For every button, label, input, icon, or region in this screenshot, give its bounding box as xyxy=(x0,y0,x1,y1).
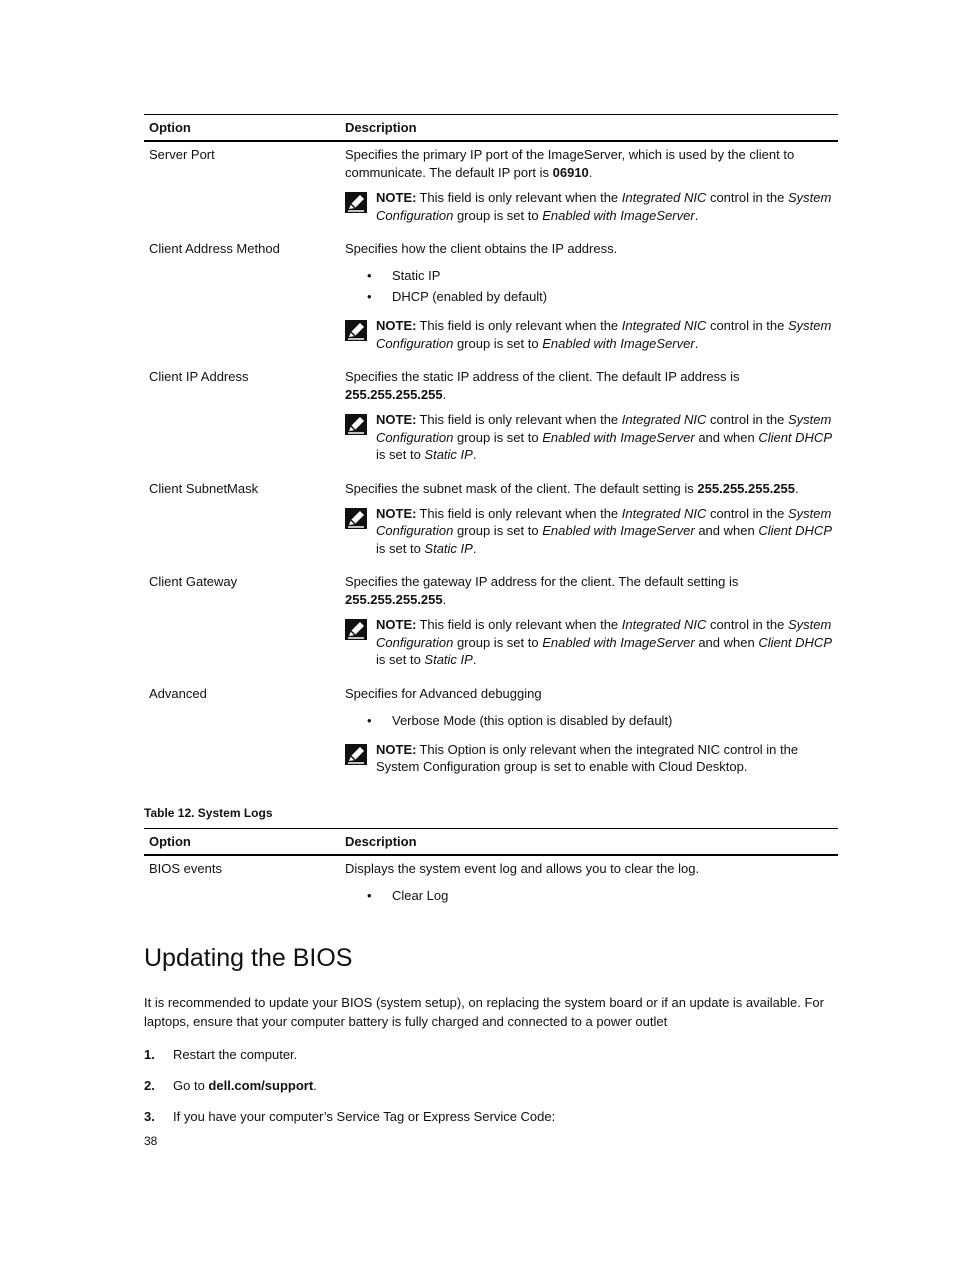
note-text: NOTE: This field is only relevant when the Integrated NIC control in the System Configuration group is set to Enabled with ImageServer. xyxy=(376,190,832,223)
description-text: Specifies the primary IP port of the ImageServer, which is used by the client to communicate. The default IP port is 06910. xyxy=(345,147,795,180)
option-description xyxy=(340,855,838,922)
page-number: 38 xyxy=(144,1134,158,1148)
table-row xyxy=(144,476,838,570)
note-block xyxy=(345,317,833,352)
list-item: • DHCP (enabled by default) xyxy=(367,289,548,304)
support-link[interactable]: dell.com/support xyxy=(208,1077,314,1093)
option-name: Client Address Method xyxy=(149,241,280,256)
option-name: Client IP Address xyxy=(149,369,249,384)
options-table xyxy=(144,114,838,788)
option-description xyxy=(340,681,838,788)
table-header-row xyxy=(144,828,838,855)
note-pencil-icon xyxy=(345,616,376,645)
list-item: • Static IP xyxy=(367,268,441,283)
description-text: Specifies the subnet mask of the client. The default setting is 255.255.255.255. xyxy=(345,480,799,496)
note-text: NOTE: This field is only relevant when the Integrated NIC control in the System Configuration group is set to Enabled with ImageServer and when Client DHCP is set to Static IP. xyxy=(376,617,832,667)
option-name: BIOS events xyxy=(149,860,222,876)
description-text: Specifies the gateway IP address for the client. The default setting is 255.255.255.255. xyxy=(345,574,739,607)
section-heading: Updating the BIOS xyxy=(144,943,353,972)
header-option: Option xyxy=(144,828,340,855)
step-item: 1. Restart the computer. xyxy=(144,1046,298,1062)
note-block xyxy=(345,411,833,464)
header-description: Description xyxy=(340,115,838,142)
step-item: 3. If you have your computer’s Service Tag or Express Service Code: xyxy=(144,1108,556,1124)
note-text: NOTE: This field is only relevant when the Integrated NIC control in the System Configuration group is set to Enabled with ImageServer and when Client DHCP is set to Static IP. xyxy=(376,505,832,556)
description-text: Specifies for Advanced debugging xyxy=(345,685,542,701)
description-text: Specifies the static IP address of the client. The default IP address is 255.255.255.255. xyxy=(345,369,740,402)
bullet-list xyxy=(367,885,833,906)
list-item: • Verbose Mode (this option is disabled by default) xyxy=(367,712,673,728)
page-content xyxy=(144,114,838,1138)
bullet-list xyxy=(367,265,833,307)
note-pencil-icon xyxy=(345,189,376,218)
table-row xyxy=(144,236,838,364)
table-row xyxy=(144,364,838,476)
note-pencil-icon xyxy=(345,505,376,534)
system-logs-table xyxy=(144,828,838,922)
note-pencil-icon xyxy=(345,741,376,770)
table-row xyxy=(144,855,838,922)
option-description xyxy=(340,364,838,476)
note-pencil-icon xyxy=(345,317,376,346)
table-caption: Table 12. System Logs xyxy=(144,805,273,820)
header-description: Description xyxy=(340,828,838,855)
table-row xyxy=(144,141,838,236)
intro-paragraph: It is recommended to update your BIOS (system setup), on replacing the system board or if an update is available. For laptops, ensure that your computer battery is fully charged and connected to a power outlet xyxy=(144,994,824,1029)
note-block xyxy=(345,741,833,776)
option-description xyxy=(340,569,838,681)
header-option: Option xyxy=(144,115,340,142)
option-name: Client Gateway xyxy=(149,574,238,589)
note-text: NOTE: This Option is only relevant when the integrated NIC control in the System Configuration group is set to enable with Cloud Desktop. xyxy=(376,741,799,774)
table-header-row xyxy=(144,115,838,142)
step-item: 2. Go to dell.com/support. xyxy=(144,1077,317,1093)
steps-list xyxy=(144,1045,838,1126)
option-description xyxy=(340,476,838,570)
table-row xyxy=(144,569,838,681)
note-block xyxy=(345,616,833,669)
option-description xyxy=(340,141,838,236)
bullet-list xyxy=(367,710,833,731)
option-name: Server Port xyxy=(149,147,215,162)
note-block xyxy=(345,189,833,224)
note-text: NOTE: This field is only relevant when the Integrated NIC control in the System Configuration group is set to Enabled with ImageServer and when Client DHCP is set to Static IP. xyxy=(376,412,832,462)
description-text: Displays the system event log and allows you to clear the log. xyxy=(345,860,700,876)
option-description xyxy=(340,236,838,364)
description-text: Specifies how the client obtains the IP address. xyxy=(345,241,618,256)
note-text: NOTE: This field is only relevant when the Integrated NIC control in the System Configuration group is set to Enabled with ImageServer. xyxy=(376,318,832,351)
option-name: Advanced xyxy=(149,685,207,701)
option-name: Client SubnetMask xyxy=(149,480,259,496)
list-item: • Clear Log xyxy=(367,887,449,903)
table-row xyxy=(144,681,838,788)
note-block xyxy=(345,505,833,558)
note-pencil-icon xyxy=(345,411,376,440)
